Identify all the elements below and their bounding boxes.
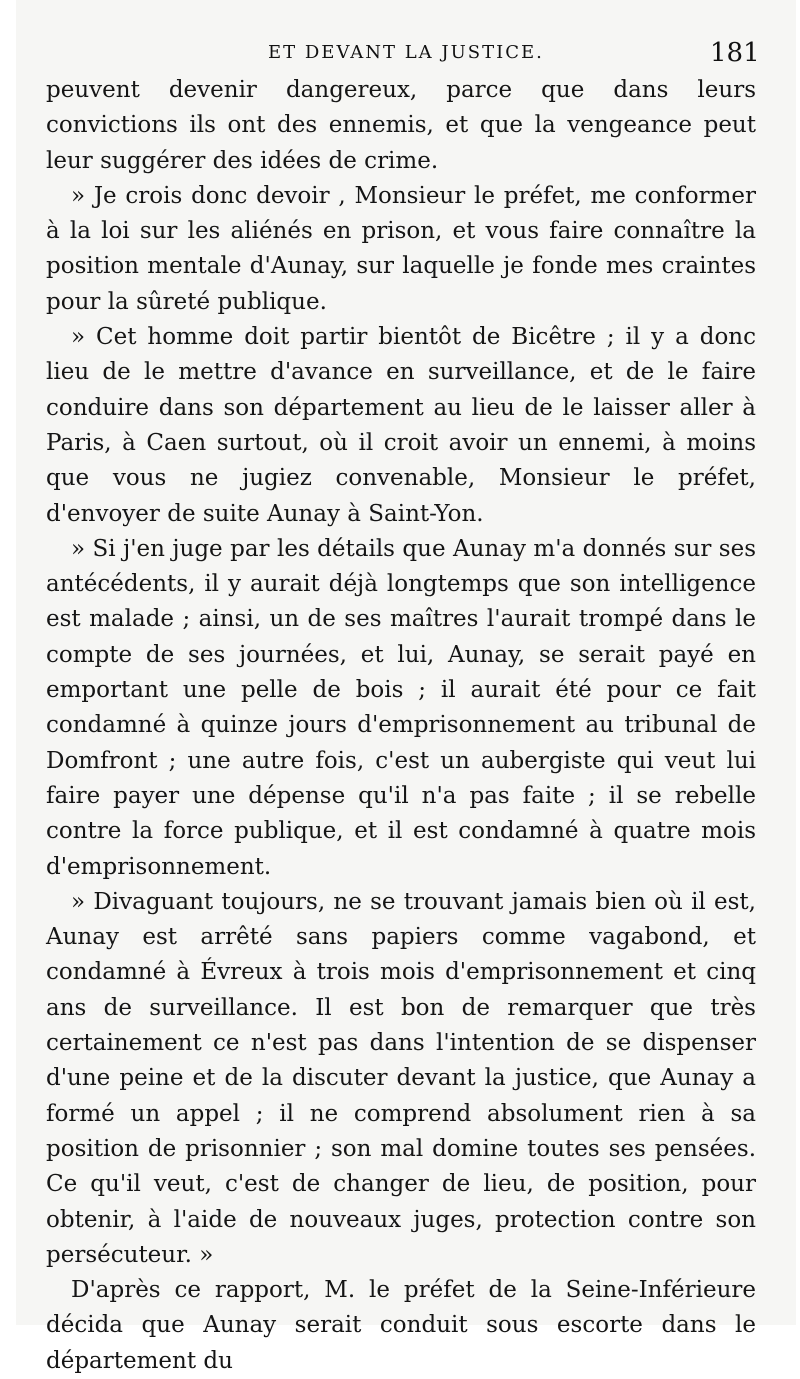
body-text — [46, 73, 756, 1379]
running-head: ET DEVANT LA JUSTICE. — [268, 42, 544, 63]
paragraph-1: peuvent devenir dangereux, parce que dans leurs convictions ils ont des ennemis, et que la vengeance peut leur suggérer des idées de crime. — [46, 77, 756, 174]
paragraph-2: » Je crois donc devoir , Monsieur le préfet, me conformer à la loi sur les aliénés en prison, et vous faire connaître la position mentale d'Aunay, sur laquelle je fonde mes craintes pour la sûreté publique. — [46, 182, 756, 315]
page-header — [0, 40, 800, 70]
paragraph-6: D'après ce rapport, M. le préfet de la Seine-Inférieure décida que Aunay serait conduit sous escorte dans le département du — [46, 1277, 756, 1374]
paragraph-4: » Si j'en juge par les détails que Aunay m'a donnés sur ses antécédents, il y aurait déjà longtemps que son intelligence est malade ; ainsi, un de ses maîtres l'aurait trompé dans le compte de ses journées, et lui, Aunay, se serait payé en emportant une pelle de bois ; il aurait été pour ce fait condamné à quinze jours d'emprisonnement au tribunal de Domfront ; une autre fois, c'est un aubergiste qui veut lui faire payer une dépense qu'il n'a pas faite ; il se rebelle contre la force publique, et il est condamné à quatre mois d'emprisonnement. — [46, 535, 756, 880]
page-number: 181 — [710, 38, 760, 68]
paragraph-3: » Cet homme doit partir bientôt de Bicêtre ; il y a donc lieu de le mettre d'avance en surveillance, et de le faire conduire dans son département au lieu de le laisser aller à Paris, à Caen surtout, où il croit avoir un ennemi, à moins que vous ne jugiez convenable, Monsieur le préfet, d'envoyer de suite Aunay à Saint-Yon. — [46, 324, 756, 527]
paragraph-5: » Divaguant toujours, ne se trouvant jamais bien où il est, Aunay est arrêté sans papiers comme vagabond, et condamné à Évreux à trois mois d'emprisonnement et cinq ans de surveillance. Il est bon de remarquer que très certainement ce n'est pas dans l'intention de se dispenser d'une peine et de la discuter devant la justice, que Aunay a formé un appel ; il ne comprend absolument rien à sa position de prisonnier ; son mal domine toutes ses pensées. Ce qu'il veut, c'est de changer de lieu, de position, pour obtenir, à l'aide de nouveaux juges, protection contre son persécuteur. » — [46, 888, 756, 1268]
